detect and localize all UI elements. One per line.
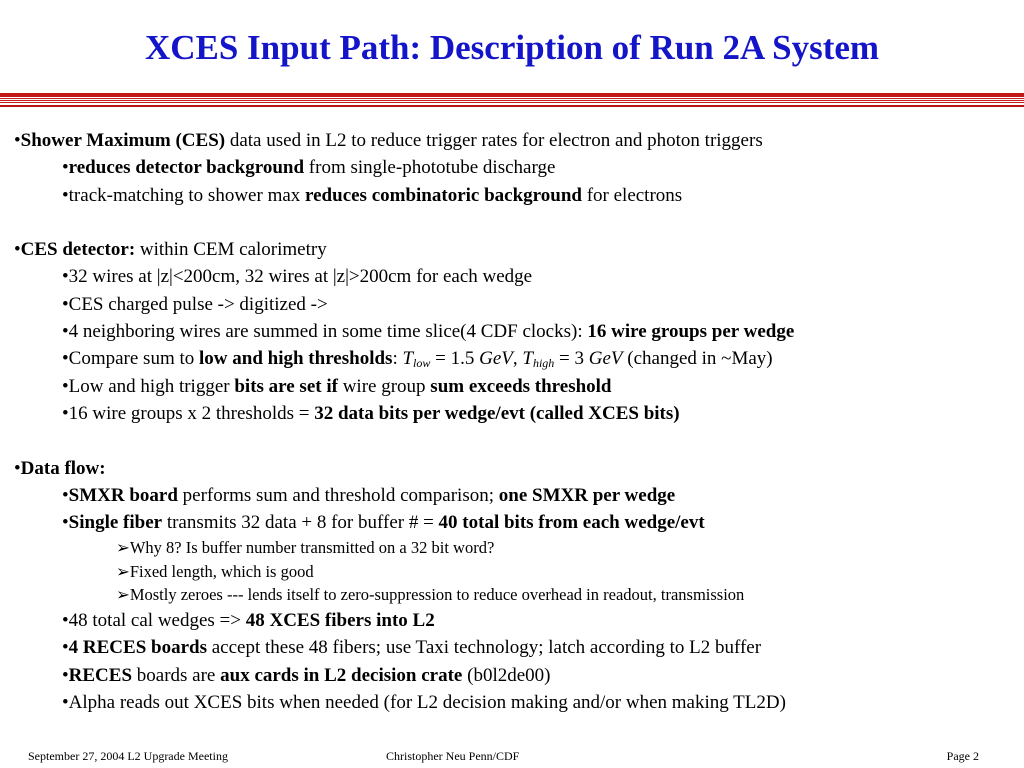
footer-page-number: Page 2	[946, 749, 979, 763]
sub-bullet-reduces-background: •reduces detector background from single-phototube discharge	[62, 157, 556, 179]
sub-bullet-thresholds: •Compare sum to low and high thresholds: $T_{low} = 1.5$ GeV, $T_{high} = 3$ GeV (changed in ~May)	[62, 348, 773, 371]
sub-bullet-track-matching: •track-matching to shower max reduces combinatoric background for electrons	[62, 184, 683, 206]
bullet-icon: •	[62, 157, 69, 179]
arrow-bullet-mostly-zeroes: ➢Mostly zeroes --- lends itself to zero-suppression to reduce overhead in readout, transmission	[116, 585, 745, 605]
bullet-icon: •	[62, 321, 69, 343]
footer-author: Christopher Neu Penn/CDF	[386, 749, 520, 763]
sub-bullet-trigger-bits: •Low and high trigger bits are set if wire group sum exceeds threshold	[62, 375, 612, 397]
bullet-icon: •	[62, 293, 69, 315]
bullet-icon: •	[62, 691, 69, 713]
title-underline-thin	[0, 105, 1024, 107]
spacer	[14, 427, 1020, 454]
arrow-bullet-why-8: ➢Why 8? Is buffer number transmitted on a 32 bit word?	[116, 538, 495, 558]
sub-bullet-neighboring-wires: •4 neighboring wires are summed in some time slice(4 CDF clocks): 16 wire groups per wedge	[62, 321, 795, 343]
slide-body	[14, 127, 1020, 716]
sub-bullet-reces-boards: •4 RECES boards accept these 48 fibers; use Taxi technology; latch according to L2 buffer	[62, 637, 762, 659]
bullet-icon: •	[14, 130, 21, 151]
sub-bullet-alpha-readout: •Alpha reads out XCES bits when needed (for L2 decision making and/or when making TL2D)	[62, 691, 786, 713]
bullet-icon: •	[62, 664, 69, 686]
bullet-icon: •	[62, 266, 69, 288]
footer-date-meeting: September 27, 2004 L2 Upgrade Meeting	[28, 749, 228, 763]
bullet-icon: •	[62, 348, 69, 370]
bullet-icon: •	[62, 609, 69, 631]
bullet-icon: •	[14, 239, 21, 261]
sub-bullet-cal-wedges: •48 total cal wedges => 48 XCES fibers into L2	[62, 609, 435, 631]
sub-bullet-charged-pulse: •CES charged pulse -> digitized ->	[62, 293, 328, 315]
title-underline-thick	[0, 93, 1024, 97]
bullet-icon: •	[14, 457, 21, 479]
sub-bullet-data-bits: •16 wire groups x 2 thresholds = 32 data bits per wedge/evt (called XCES bits)	[62, 402, 680, 424]
arrow-bullet-icon: ➢	[116, 561, 130, 581]
bullet-ces-detector: •CES detector: within CEM calorimetry	[14, 239, 327, 261]
bullet-icon: •	[62, 484, 69, 506]
slide-title: XCES Input Path: Description of Run 2A System	[144, 28, 880, 67]
bullet-icon: •	[62, 184, 69, 206]
bullet-icon: •	[62, 512, 69, 534]
bullet-data-flow: •Data flow:	[14, 457, 106, 479]
bullet-icon: •	[62, 637, 69, 659]
arrow-bullet-icon: ➢	[116, 538, 130, 558]
arrow-bullet-icon: ➢	[116, 585, 130, 605]
title-underline-stripes	[0, 98, 1024, 104]
bullet-icon: •	[62, 375, 69, 397]
sub-bullet-wires: •32 wires at |z|<200cm, 32 wires at |z|>200cm for each wedge	[62, 266, 533, 288]
bullet-shower-maximum: •Shower Maximum (CES) data used in L2 to reduce trigger rates for electron and photon triggers	[14, 130, 763, 151]
bullet-icon: •	[62, 402, 69, 424]
sub-bullet-smxr-board: •SMXR board performs sum and threshold comparison; one SMXR per wedge	[62, 484, 676, 506]
sub-bullet-aux-cards: •RECES boards are aux cards in L2 decision crate (b0l2de00)	[62, 664, 551, 686]
arrow-bullet-fixed-length: ➢Fixed length, which is good	[116, 561, 314, 581]
spacer	[14, 209, 1020, 236]
sub-bullet-single-fiber: •Single fiber transmits 32 data + 8 for buffer # = 40 total bits from each wedge/evt	[62, 512, 705, 534]
